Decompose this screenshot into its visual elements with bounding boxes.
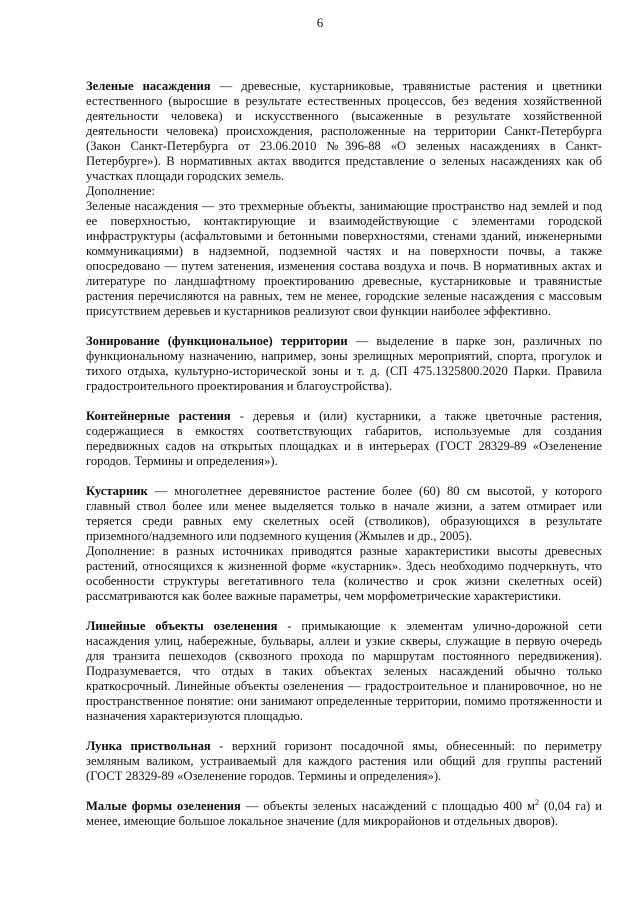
- paragraph: [86, 184, 602, 199]
- paragraph-text: - верхний горизонт посадочной ямы, обнесенный: по периметру земляным валиком, устраиваемый для каждого растения или общий для группы растений (ГОСТ 28329-89 «Озеленение городов. Термины и определения»).: [86, 739, 602, 783]
- paragraph-text: - деревья и (или) кустарники, а также цветочные растения, содержащиеся в емкостях соответствующих габаритов, используемые для создания передвижных садов на открытых площадках и в интерьерах (ГОСТ 28329-89 «Озеленение городов. Термины и определения»).: [86, 409, 602, 468]
- term-heading: Малые формы озеленения: [86, 799, 241, 813]
- paragraph-text: Зеленые насаждения — это трехмерные объекты, занимающие пространство над землей и под ее поверхностью, контактирующие и взаимодействующие с элементами городской инфраструктуры (асфальтовыми и бетонными поверхностями, стенами зданий, инженерными коммуникациями) в надземной, подземной частях и на поверхности почвы, а также опосредовано — путем затенения, изменения состава воздуха и почв. В нормативных актах и литературе по ландшафтному проектированию древесные, кустарниковые и травянистые растения перечисляются на равных, тем не менее, городские зеленые насаждения с массовым присутствием деревьев и кустарников реализуют свои функции наиболее эффективно.: [86, 199, 602, 318]
- term-heading: Кустарник: [86, 484, 148, 498]
- paragraph-text: (0,04 га) и менее, имеющие большое локальное значение (для микрорайонов и отдельных дворов).: [86, 799, 602, 828]
- paragraph: [86, 739, 602, 784]
- paragraph: [86, 409, 602, 469]
- section-tree-pit: [86, 739, 602, 784]
- term-heading: Зонирование (функциональное) территории: [86, 334, 348, 348]
- paragraph-text: Дополнение: в разных источниках приводятся разные характеристики высоты древесных растений, относящихся к жизненной форме «кустарник». Здесь необходимо подчеркнуть, что особенности структуры вегетативного тела (количество и срок жизни скелетных осей) рассматриваются как более важные параметры, чем морфометрические характеристики.: [86, 544, 602, 603]
- paragraph: [86, 799, 602, 829]
- term-heading: Лунка приствольная: [86, 739, 211, 753]
- term-heading: Контейнерные растения: [86, 409, 231, 423]
- paragraph-text: — объекты зеленых насаждений с площадью 400 м: [240, 799, 536, 813]
- paragraph-text: - примыкающие к элементам улично-дорожной сети насаждения улиц, набережные, бульвары, аллеи и узкие скверы, служащие в первую очередь для транзита пешеходов (сквозного прохода по маршрутам постоянного передвижения). Подразумевается, что отдых в таких объектах зеленых насаждений обычно только краткосрочный. Линейные объекты озеленения — градостроительное и планировочное, но не пространственное понятие: они занимают определенные территории, помимо протяженности и назначения характеризуются площадью.: [86, 619, 602, 723]
- paragraph: [86, 484, 602, 544]
- paragraph-text: — выделение в парке зон, различных по функциональному назначению, например, зоны зрелищных мероприятий, спорта, прогулок и тихого отдыха, культурно-исторической зоны и т. д. (СП 475.1325800.2020 Парки. Правила градостроительного проектирования и благоустройства).: [86, 334, 602, 393]
- section-linear-objects: [86, 619, 602, 724]
- paragraph-text: — многолетнее деревянистое растение более (60) 80 см высотой, у которого главный ствол более или менее выделяется только в начале жизни, а затем отмирает или теряется среди равных ему скелетных осей (стволиков), образующихся в результате приземного/надземного или подземного кущения (Жмылев и др., 2005).: [86, 484, 602, 543]
- paragraph: [86, 199, 602, 319]
- section-small-forms: [86, 799, 602, 829]
- superscript: 2: [535, 797, 540, 807]
- page-number: 6: [316, 15, 324, 30]
- paragraph-text: Дополнение:: [86, 184, 155, 198]
- section-zoning: [86, 334, 602, 394]
- term-heading: Линейные объекты озеленения: [86, 619, 278, 633]
- paragraph: [86, 619, 602, 724]
- paragraph-text: — древесные, кустарниковые, травянистые растения и цветники естественного (выросшие в результате естественных процессов, без ведения хозяйственной деятельности человека) и искусственного (высаженные в результате хозяйственной деятельности человека) происхождения, расположенные на территории Санкт-Петербурга (Закон Санкт-Петербурга от 23.06.2010 №396-88 «О зеленых насаждениях в Санкт-Петербурге»). В нормативных актах вводится представление о зеленых насаждениях как об участках площади городских земель.: [86, 79, 602, 183]
- section-shrub: [86, 484, 602, 604]
- section-green-plantings: [86, 79, 602, 319]
- paragraph: [86, 544, 602, 604]
- paragraph: [86, 79, 602, 184]
- document-body: [86, 79, 602, 844]
- section-container-plants: [86, 409, 602, 469]
- term-heading: Зеленые насаждения: [86, 79, 211, 93]
- paragraph: [86, 334, 602, 394]
